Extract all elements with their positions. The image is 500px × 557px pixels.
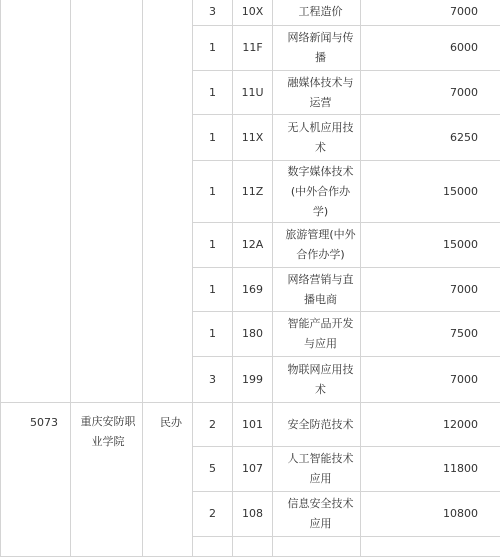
school-type-cell: 民办 bbox=[143, 403, 193, 557]
major-code: 11X bbox=[233, 115, 273, 161]
school-type-cell bbox=[143, 0, 193, 403]
plan-count: 5 bbox=[193, 447, 233, 492]
tuition-fee: 7000 bbox=[361, 357, 500, 403]
major-name: 工程造价 bbox=[273, 0, 361, 26]
major-code: 12A bbox=[233, 223, 273, 268]
major-name: 安全防范技术 bbox=[273, 403, 361, 447]
major-code bbox=[233, 537, 273, 557]
table-row bbox=[1, 403, 500, 447]
table-row bbox=[1, 0, 500, 26]
plan-count: 1 bbox=[193, 26, 233, 71]
school-code-cell: 5073 bbox=[1, 403, 71, 557]
major-name: 人工智能技术应用 bbox=[273, 447, 361, 492]
school-code-cell bbox=[1, 0, 71, 403]
tuition-fee: 15000 bbox=[361, 223, 500, 268]
tuition-fee: 7000 bbox=[361, 0, 500, 26]
major-name: 智能产品开发与应用 bbox=[273, 312, 361, 357]
tuition-fee: 15000 bbox=[361, 161, 500, 223]
plan-count: 3 bbox=[193, 357, 233, 403]
school-name-cell bbox=[71, 0, 143, 403]
major-code: 11F bbox=[233, 26, 273, 71]
tuition-fee bbox=[361, 537, 500, 557]
plan-count: 1 bbox=[193, 71, 233, 115]
major-code: 107 bbox=[233, 447, 273, 492]
major-code: 11Z bbox=[233, 161, 273, 223]
tuition-fee: 7000 bbox=[361, 71, 500, 115]
plan-count: 1 bbox=[193, 115, 233, 161]
major-name: 数字媒体技术(中外合作办学) bbox=[273, 161, 361, 223]
major-code: 199 bbox=[233, 357, 273, 403]
major-name: 融媒体技术与运营 bbox=[273, 71, 361, 115]
major-code: 169 bbox=[233, 268, 273, 312]
major-name: 网络营销与直播电商 bbox=[273, 268, 361, 312]
major-code: 11U bbox=[233, 71, 273, 115]
major-code: 108 bbox=[233, 492, 273, 537]
tuition-fee: 6000 bbox=[361, 26, 500, 71]
plan-count: 1 bbox=[193, 223, 233, 268]
plan-count: 2 bbox=[193, 403, 233, 447]
tuition-fee: 11800 bbox=[361, 447, 500, 492]
major-name: 信息安全技术应用 bbox=[273, 492, 361, 537]
major-name: 物联网应用技术 bbox=[273, 357, 361, 403]
major-name: 网络新闻与传播 bbox=[273, 26, 361, 71]
plan-count: 1 bbox=[193, 268, 233, 312]
school-name-cell: 重庆安防职业学院 bbox=[71, 403, 143, 557]
tuition-fee: 6250 bbox=[361, 115, 500, 161]
major-code: 10X bbox=[233, 0, 273, 26]
major-name: 无人机应用技术 bbox=[273, 115, 361, 161]
plan-count: 1 bbox=[193, 312, 233, 357]
major-name bbox=[273, 537, 361, 557]
tuition-fee: 10800 bbox=[361, 492, 500, 537]
plan-count: 1 bbox=[193, 161, 233, 223]
major-code: 101 bbox=[233, 403, 273, 447]
tuition-fee: 12000 bbox=[361, 403, 500, 447]
major-code: 180 bbox=[233, 312, 273, 357]
plan-count bbox=[193, 537, 233, 557]
plan-count: 3 bbox=[193, 0, 233, 26]
plan-count: 2 bbox=[193, 492, 233, 537]
tuition-fee: 7500 bbox=[361, 312, 500, 357]
major-name: 旅游管理(中外合作办学) bbox=[273, 223, 361, 268]
tuition-fee: 7000 bbox=[361, 268, 500, 312]
